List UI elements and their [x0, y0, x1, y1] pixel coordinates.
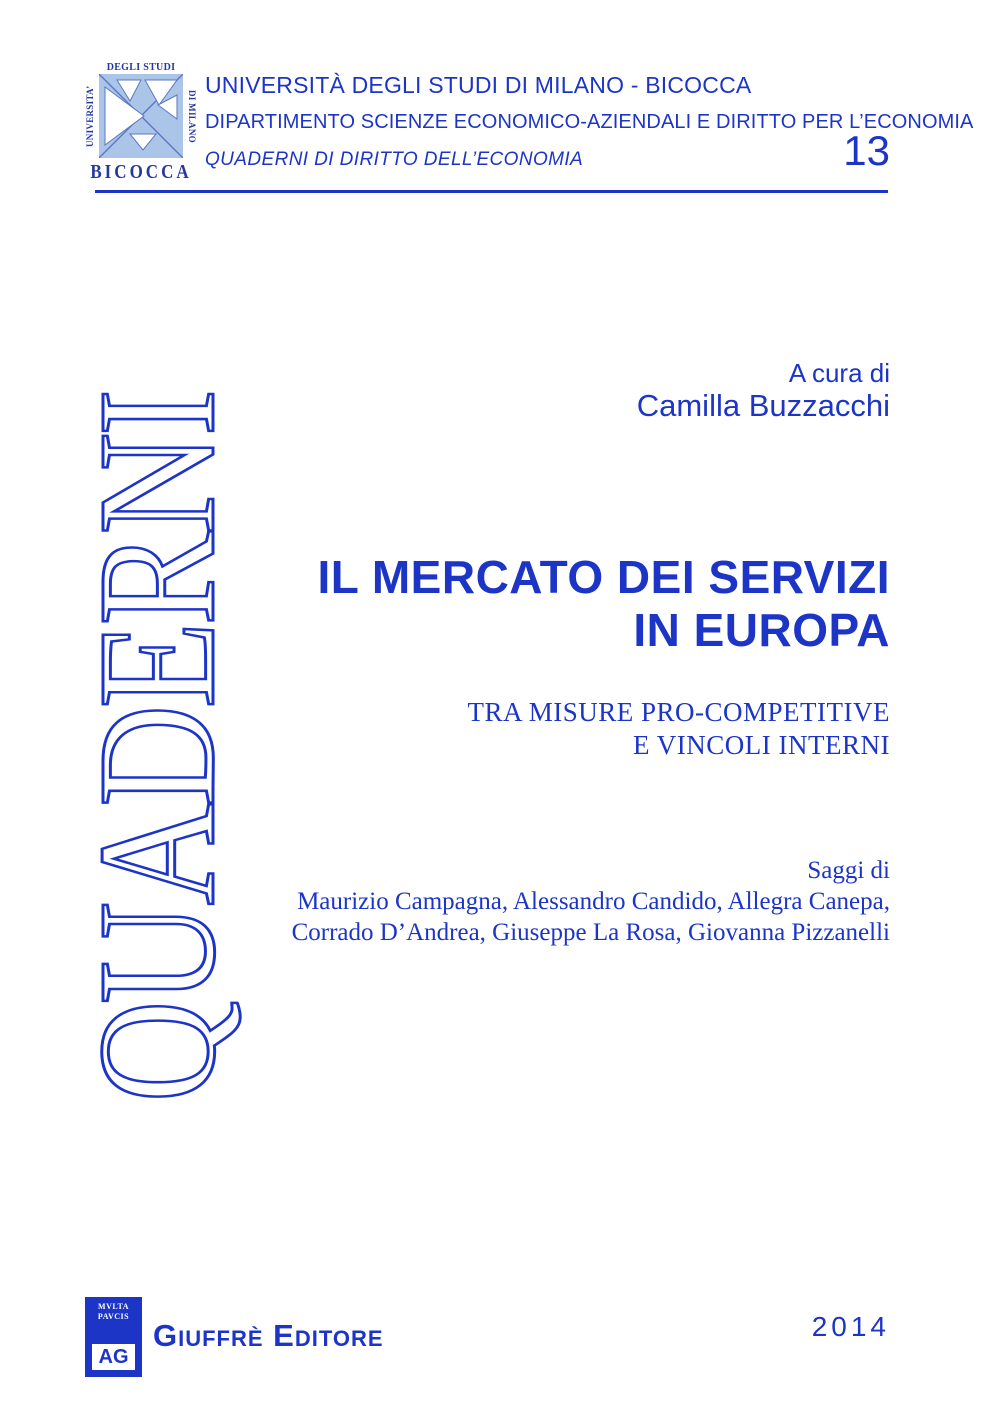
essays-authors-line-2: Corrado D’Andrea, Giuseppe La Rosa, Giovanna Pizzanelli [291, 919, 890, 946]
unimib-logo-bottom-text: BICOCCA [90, 160, 192, 183]
essays-prefix: Saggi di [807, 857, 890, 884]
editor-block [637, 358, 890, 423]
book-subtitle-line-2: E VINCOLI INTERNI [633, 730, 890, 760]
essays-authors-line-1: Maurizio Campagna, Alessandro Candido, Allegra Canepa, [297, 888, 890, 915]
header-series-line: QUADERNI DI DIRITTO DELL’ECONOMIA [205, 149, 584, 170]
editor-name: Camilla Buzzacchi [636, 388, 890, 423]
spine-series-text: QUADERNI [64, 391, 250, 1103]
publisher-emblem-motto-line-1: MVLTA [98, 1302, 129, 1311]
book-title-line-2: IN EUROPA [633, 604, 890, 656]
unimib-logo [85, 62, 197, 186]
publication-year: 2014 [811, 1311, 890, 1342]
publisher-name: Giuffrè Editore [153, 1318, 384, 1353]
issue-number: 13 [843, 127, 890, 174]
editor-prefix: A cura di [788, 358, 890, 388]
book-title-line-1: IL MERCATO DEI SERVIZI [317, 551, 890, 603]
book-title [318, 551, 890, 657]
publisher-emblem-initials: AG [90, 1342, 137, 1372]
spine [64, 357, 250, 1137]
book-subtitle [467, 696, 890, 762]
header-university-line: UNIVERSITÀ DEGLI STUDI DI MILANO - BICOCCA [205, 72, 752, 98]
unimib-emblem-icon [99, 74, 183, 158]
unimib-logo-top-text: DEGLI STUDI [106, 62, 176, 73]
book-subtitle-line-1: TRA MISURE PRO-COMPETITIVE [467, 697, 890, 727]
publisher-emblem [85, 1297, 142, 1377]
publisher-emblem-motto [90, 1302, 137, 1322]
unimib-logo-right-text: DI MILANO [187, 89, 197, 143]
header-department-line: DIPARTIMENTO SCIENZE ECONOMICO-AZIENDALI E DIRITTO PER L’ECONOMIA [205, 111, 974, 133]
unimib-logo-left-text: UNIVERSITA’ [85, 85, 95, 147]
publisher-emblem-motto-line-2: PAVCIS [97, 1312, 130, 1321]
essays-block [292, 855, 890, 948]
header-divider-rule [95, 190, 888, 193]
